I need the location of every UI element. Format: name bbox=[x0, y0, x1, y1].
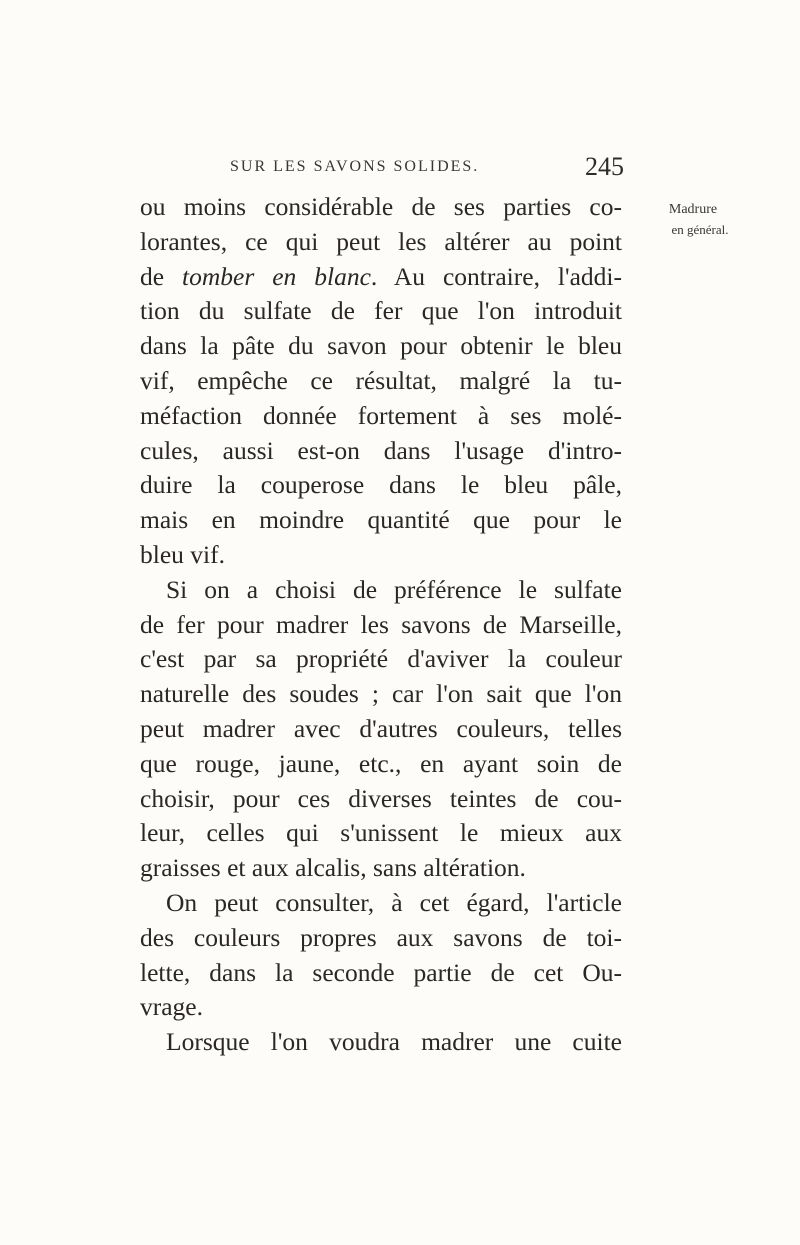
text-line: vif, empêche ce résultat, malgré la tu- bbox=[140, 365, 622, 395]
text-line: lette, dans la seconde partie de cet Ou- bbox=[140, 957, 622, 987]
body-text bbox=[140, 190, 622, 1060]
margin-note-line-2: en général. bbox=[671, 222, 729, 237]
margin-note-line-1: Madrure bbox=[668, 202, 718, 217]
text-line: de fer pour madrer les savons de Marseille, bbox=[140, 609, 622, 639]
margin-note bbox=[643, 200, 743, 240]
text-line: Lorsque l'on voudra madrer une cuite bbox=[166, 1027, 622, 1057]
text-line: ou moins considérable de ses parties co- bbox=[140, 192, 622, 221]
text-line bbox=[140, 260, 622, 295]
text-line: Si on a choisi de préférence le sulfate bbox=[166, 574, 622, 604]
running-title: SUR LES SAVONS SOLIDES. bbox=[230, 158, 480, 175]
text-line: graisses et aux alcalis, sans altération. bbox=[140, 853, 526, 883]
text-line: dans la pâte du savon pour obtenir le bleu bbox=[140, 331, 622, 361]
text-line: méfaction donnée fortement à ses molé- bbox=[140, 400, 622, 430]
text-line: duire la couperose dans le bleu pâle, bbox=[140, 470, 622, 500]
text-line: leur, celles qui s'unissent le mieux aux bbox=[140, 818, 622, 848]
text-line: lorantes, ce qui peut les altérer au point bbox=[140, 226, 622, 256]
text-line: que rouge, jaune, etc., en ayant soin de bbox=[140, 748, 622, 778]
text-line: bleu vif. bbox=[140, 539, 225, 569]
text-line: On peut consulter, à cet égard, l'article bbox=[166, 887, 622, 917]
page-number: 245 bbox=[585, 152, 624, 181]
text-segment: de bbox=[140, 261, 183, 291]
text-line: vrage. bbox=[140, 992, 204, 1022]
text-line: peut madrer avec d'autres couleurs, telles bbox=[140, 713, 622, 743]
italic-phrase: tomber en blanc bbox=[182, 261, 371, 291]
text-line: mais en moindre quantité que pour le bbox=[140, 505, 622, 535]
running-head bbox=[0, 152, 800, 184]
text-line: c'est par sa propriété d'aviver la couleur bbox=[140, 644, 622, 674]
text-line: choisir, pour ces diverses teintes de cou- bbox=[140, 783, 622, 813]
text-line: tion du sulfate de fer que l'on introduit bbox=[140, 296, 622, 326]
text-line: naturelle des soudes ; car l'on sait que l'on bbox=[140, 679, 622, 709]
text-line: cules, aussi est-on dans l'usage d'intro- bbox=[140, 435, 622, 465]
text-segment: . Au contraire, l'addi- bbox=[370, 261, 622, 291]
text-line: des couleurs propres aux savons de toi- bbox=[140, 922, 622, 952]
